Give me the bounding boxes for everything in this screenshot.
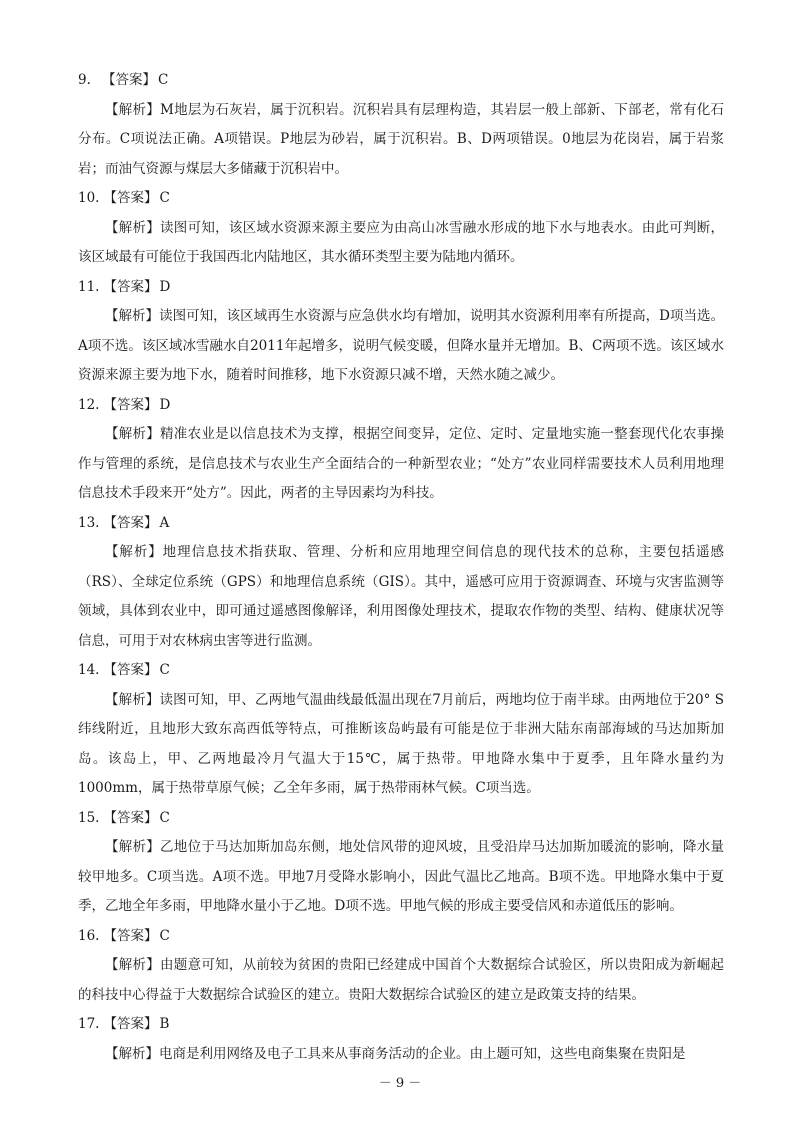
answer-tag: 【答案】 — [103, 278, 158, 295]
answer-item-17 — [78, 1010, 724, 1069]
question-number: 10. — [78, 190, 100, 206]
answer-item-11 — [78, 273, 724, 391]
answer-letter: D — [159, 278, 171, 295]
answer-item-9 — [78, 66, 724, 184]
answer-line — [78, 1010, 724, 1040]
analysis-paragraph — [78, 1040, 724, 1070]
analysis-text: 地理信息技术指获取、管理、分析和应用地理空间信息的现代技术的总称，主要包括遥感（RS）、全球定位系统（GPS）和地理信息系统（GIS）。其中，遥感可应用于资源调查、环境与灾害监测等领域，具体到农业中，即可通过遥感图像解译，利用图像处理技术，提取农作物的类型、结构、健康状况等信息，可用于对农林病虫害等进行监测。 — [78, 544, 725, 649]
answer-line — [78, 273, 724, 303]
analysis-text: M地层为石灰岩，属于沉积岩。沉积岩具有层理构造，其岩层一般上部新、下部老，常有化石分布。C项说法正确。A项错误。P地层为砂岩，属于沉积岩。B、D两项错误。0地层为花岗岩，属于岩浆岩；而油气资源与煤层大多储藏于沉积岩中。 — [78, 101, 724, 177]
answer-letter: C — [159, 809, 170, 826]
answer-letter: A — [159, 514, 170, 531]
analysis-tag: 【解析】 — [105, 691, 160, 708]
analysis-tag: 【解析】 — [105, 544, 163, 560]
question-number: 17. — [78, 1016, 100, 1032]
answer-line — [78, 922, 724, 952]
answer-tag: 【答案】 — [103, 1016, 158, 1032]
answer-item-16 — [78, 922, 724, 1011]
analysis-tag: 【解析】 — [105, 1045, 159, 1062]
analysis-paragraph — [78, 686, 724, 804]
answer-tag: 【答案】 — [102, 72, 156, 88]
answer-tag: 【答案】 — [103, 809, 158, 826]
answer-line — [78, 656, 724, 686]
question-number: 16. — [78, 927, 100, 944]
answer-item-10 — [78, 184, 724, 273]
answer-tag: 【答案】 — [103, 514, 158, 531]
question-number: 14. — [78, 662, 100, 678]
answer-line — [78, 391, 724, 421]
answer-letter: D — [159, 396, 171, 413]
answer-item-15 — [78, 804, 724, 922]
analysis-tag: 【解析】 — [105, 957, 161, 973]
analysis-tag: 【解析】 — [105, 101, 161, 118]
analysis-text: 由题意可知，从前较为贫困的贵阳已经建成中国首个大数据综合试验区，所以贵阳成为新崛起的科技中心得益于大数据综合试验区的建立。贵阳大数据综合试验区的建立是政策支持的结果。 — [78, 957, 725, 1003]
analysis-text: 精准农业是以信息技术为支撑，根据空间变异，定位、定时、定量地实施一整套现代化农事操作与管理的系统，是信息技术与农业生产全面结合的一种新型农业；“处方”农业同样需要技术人员利用地理信息技术手段来开“处方”。因此，两者的主导因素均为科技。 — [78, 426, 725, 501]
question-number: 11. — [78, 278, 100, 295]
analysis-paragraph — [78, 420, 724, 509]
answer-letter: C — [159, 927, 170, 944]
analysis-tag: 【解析】 — [105, 219, 161, 236]
analysis-tag: 【解析】 — [105, 308, 160, 324]
answer-letter: B — [159, 1016, 170, 1032]
analysis-tag: 【解析】 — [105, 839, 161, 855]
analysis-paragraph — [78, 538, 724, 656]
answer-line — [78, 66, 724, 96]
analysis-paragraph — [78, 951, 724, 1010]
answer-item-13 — [78, 509, 724, 657]
question-number: 9. — [78, 72, 91, 88]
answer-tag: 【答案】 — [103, 190, 158, 206]
answer-line — [78, 804, 724, 834]
question-number: 12. — [78, 396, 100, 413]
analysis-paragraph — [78, 302, 724, 391]
question-number: 13. — [78, 514, 100, 531]
analysis-text: 读图可知，该区域水资源来源主要应为由高山冰雪融水形成的地下水与地表水。由此可判断，该区域最有可能位于我国西北内陆地区，其水循环类型主要为陆地内循环。 — [78, 219, 725, 265]
analysis-text: 乙地位于马达加斯加岛东侧，地处信风带的迎风坡，且受沿岸马达加斯加暖流的影响，降水量较甲地多。C项当选。A项不选。甲地7月受降水影响小，因此气温比乙地高。B项不选。甲地降水集中于夏季，乙地全年多雨，甲地降水量小于乙地。D项不选。甲地气候的形成主要受信风和赤道低压的影响。 — [78, 839, 725, 914]
analysis-paragraph — [78, 214, 724, 273]
analysis-text: 读图可知，甲、乙两地气温曲线最低温出现在7月前后，两地均位于南半球。由两地位于20° S纬线附近，且地形大致东高西低等特点，可推断该岛屿最有可能是位于非洲大陆东南部海域的马达加斯加岛。该岛上，甲、乙两地最冷月气温大于15℃，属于热带。甲地降水集中于夏季，且年降水量约为1000mm，属于热带草原气候；乙全年多雨，属于热带雨林气候。C项当选。 — [78, 691, 725, 796]
analysis-text: 电商是利用网络及电子工具来从事商务活动的企业。由上题可知，这些电商集聚在贵阳是 — [159, 1045, 686, 1062]
answer-tag: 【答案】 — [103, 396, 158, 413]
answer-key-page — [78, 66, 724, 1069]
answer-letter: C — [159, 662, 170, 678]
answer-letter: C — [159, 190, 170, 206]
answer-item-12 — [78, 391, 724, 509]
analysis-text: 读图可知，该区域再生水资源与应急供水均有增加，说明其水资源利用率有所提高，D项当选。A项不选。该区域冰雪融水自2011年起增多，说明气候变暖，但降水量并无增加。B、C两项不选。该区域水资源来源主要为地下水，随着时间推移，地下水资源只减不增，天然水随之减少。 — [78, 308, 724, 383]
analysis-paragraph — [78, 96, 724, 185]
answer-item-14 — [78, 656, 724, 804]
question-number: 15. — [78, 809, 100, 826]
analysis-tag: 【解析】 — [105, 426, 161, 442]
answer-line — [78, 184, 724, 214]
answer-tag: 【答案】 — [103, 927, 158, 944]
answer-line — [78, 509, 724, 539]
page-number: － 9 － — [378, 1076, 422, 1091]
answer-tag: 【答案】 — [103, 662, 158, 678]
answer-letter: C — [158, 72, 169, 88]
analysis-paragraph — [78, 833, 724, 922]
